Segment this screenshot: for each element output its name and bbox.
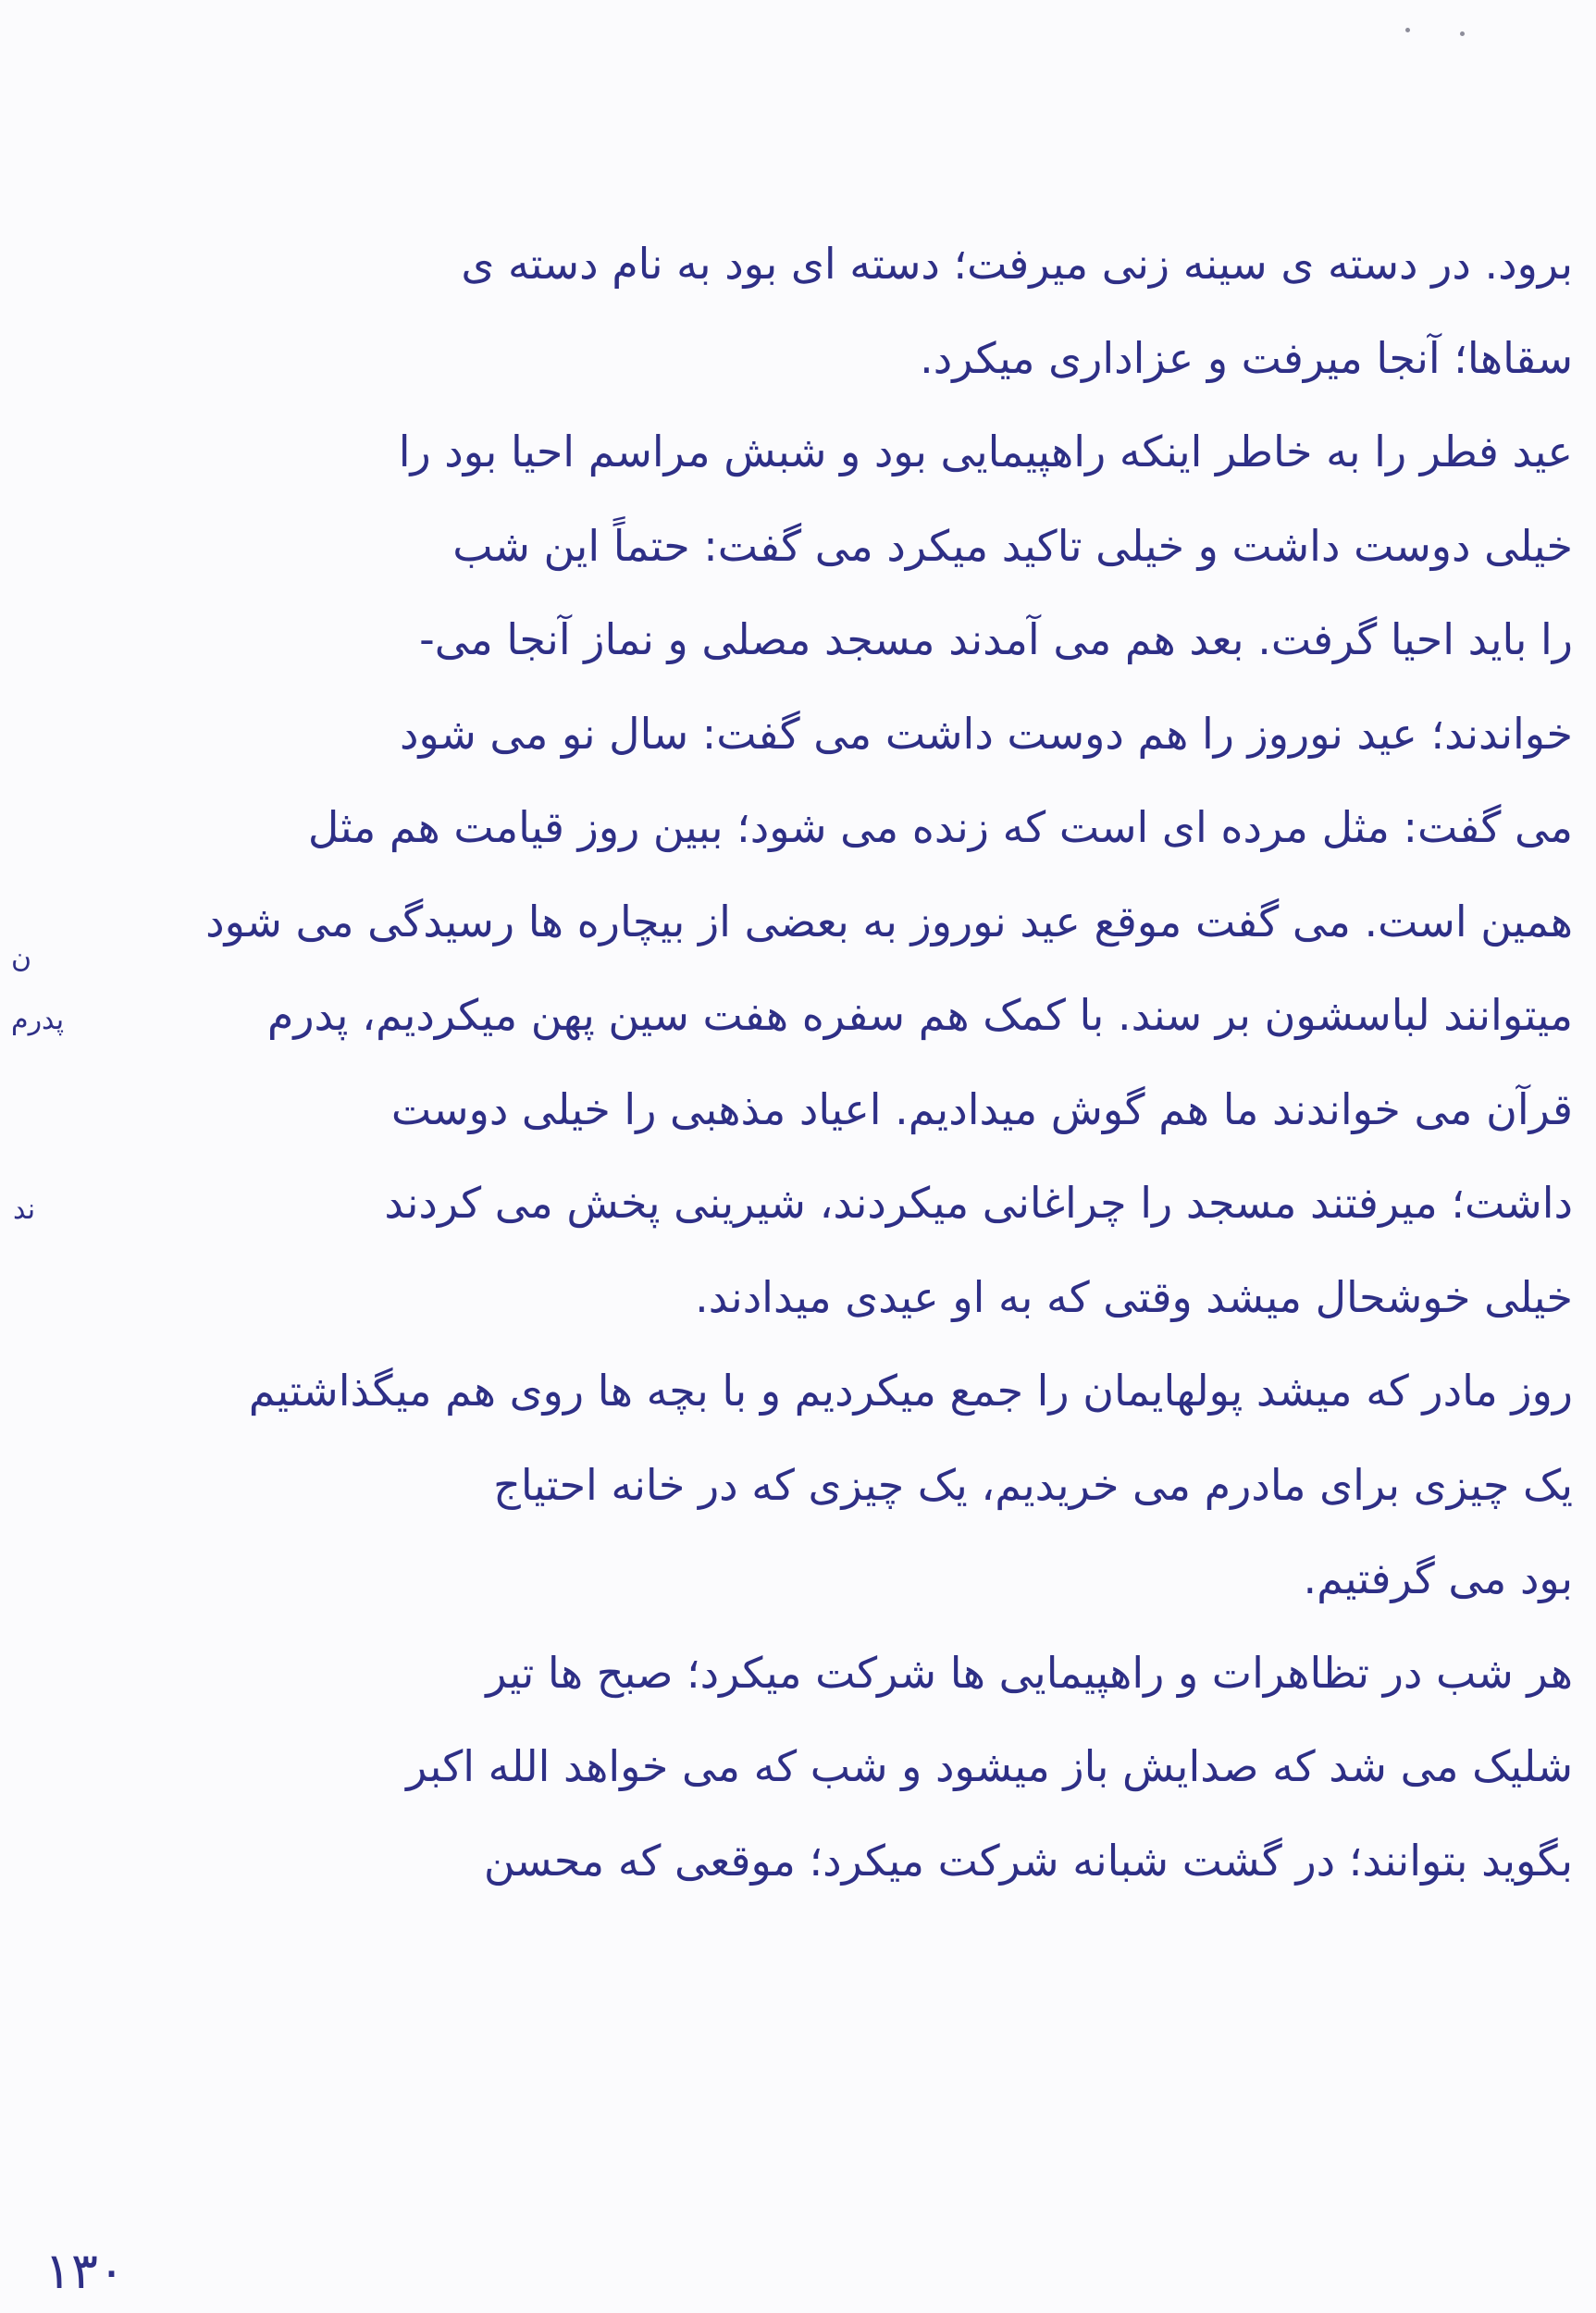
text-line: همین است. می گفت موقع عید نوروز به بعضی از بیچاره ها رسیدگی می شود (205, 896, 1573, 946)
text-line: بگوید بتوانند؛ در گشت شبانه شرکت میکرد؛ موقعی که محسن (483, 1835, 1573, 1886)
text-line: خواندند؛ عید نوروز را هم دوست داشت می گفت: سال نو می شود (399, 708, 1573, 759)
handwritten-text-body (37, 217, 1573, 1908)
text-line: بود می گرفتیم. (1303, 1553, 1573, 1603)
text-line: قرآن می خواندند ما هم گوش میدادیم. اعیاد مذهبی را خیلی دوست (390, 1083, 1573, 1134)
text-line: یک چیزی برای مادرم می خریدیم، یک چیزی که در خانه احتیاج (493, 1459, 1573, 1510)
margin-note: ن (11, 942, 32, 974)
margin-note: پدرم (11, 1004, 65, 1036)
text-line: سقاها؛ آنجا میرفت و عزاداری میکرد. (920, 332, 1573, 383)
text-line: میتوانند لباسشون بر سند. با کمک هم سفره هفت سین پهن میکردیم، پدرم (266, 990, 1573, 1040)
text-line: می گفت: مثل مرده ای است که زنده می شود؛ ببین روز قیامت هم مثل (307, 802, 1573, 852)
page-number: ۱۳۰ (44, 2242, 126, 2300)
text-line: شلیک می شد که صدایش باز میشود و شب که می خواهد الله اکبر (406, 1741, 1573, 1791)
text-line: داشت؛ میرفتند مسجد را چراغانی میکردند، شیرینی پخش می کردند (384, 1178, 1573, 1228)
text-line: روز مادر که میشد پولهایمان را جمع میکردیم و با بچه ها روی هم میگذاشتیم (248, 1366, 1573, 1416)
text-line: هر شب در تظاهرات و راهپیمایی ها شرکت میکرد؛ صبح ها تیر (486, 1647, 1573, 1698)
margin-note: ند (13, 1194, 36, 1226)
text-line: را باید احیا گرفت. بعد هم می آمدند مسجد مصلی و نماز آنجا می- (419, 614, 1573, 664)
text-line: برود. در دسته ی سینه زنی میرفت؛ دسته ای بود به نام دسته ی (461, 239, 1573, 289)
text-line: خیلی خوشحال میشد وقتی که به او عیدی میدادند. (695, 1271, 1573, 1322)
paper-speck (1460, 31, 1465, 36)
text-line: خیلی دوست داشت و خیلی تاکید میکرد می گفت: حتماً این شب (452, 520, 1573, 571)
paper-speck (1405, 28, 1410, 32)
text-line: عید فطر را به خاطر اینکه راهپیمایی بود و شبش مراسم احیا بود را (398, 427, 1573, 476)
